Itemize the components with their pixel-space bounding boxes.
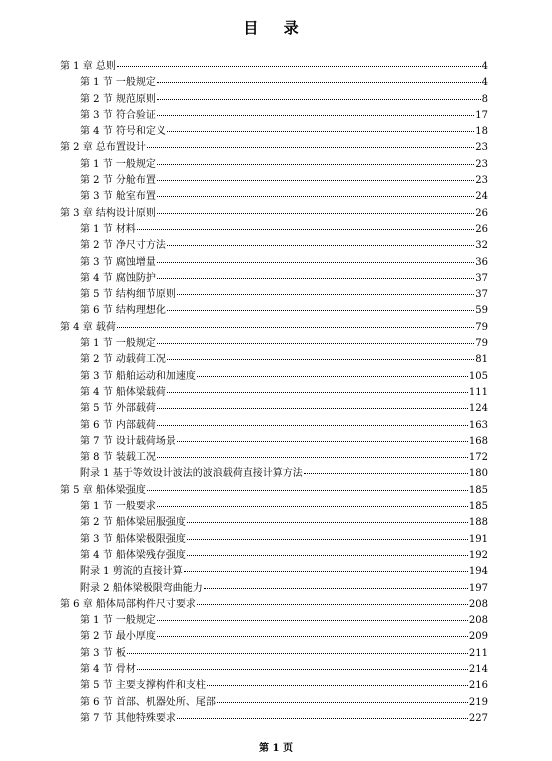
toc-dot-leader <box>304 473 468 474</box>
toc-dot-leader <box>157 506 468 507</box>
toc-section-entry[interactable] <box>60 157 488 173</box>
toc-entry-label: 附录 2 船体梁极限弯曲能力 <box>80 582 203 594</box>
toc-entry-page: 8 <box>481 93 488 105</box>
toc-entry-label: 第 1 章 总则 <box>60 61 116 72</box>
toc-section-entry[interactable] <box>60 581 488 597</box>
toc-entry-page: 197 <box>468 582 488 594</box>
toc-dot-leader <box>187 555 468 556</box>
toc-dot-leader <box>157 408 468 409</box>
toc-entry-label: 第 4 节 腐蚀防护 <box>80 272 156 284</box>
toc-entry-label: 第 3 节 腐蚀增量 <box>80 256 156 268</box>
toc-entry-page: 191 <box>468 533 488 545</box>
toc-dot-leader <box>117 327 474 328</box>
toc-section-entry[interactable] <box>60 385 488 401</box>
toc-entry-page: 209 <box>468 631 488 643</box>
toc-chapter-entry[interactable] <box>60 483 488 499</box>
toc-dot-leader <box>167 131 474 132</box>
toc-section-entry[interactable] <box>60 515 488 531</box>
toc-entry-page: 219 <box>468 696 488 708</box>
toc-section-entry[interactable] <box>60 662 488 678</box>
toc-entry-page: 211 <box>468 647 488 659</box>
toc-section-entry[interactable] <box>60 352 488 368</box>
toc-chapter-entry[interactable] <box>60 140 488 156</box>
toc-entry-page: 185 <box>468 484 488 496</box>
toc-entry-page: 208 <box>468 598 488 610</box>
toc-entry-page: 163 <box>468 419 488 431</box>
toc-entry-page: 79 <box>475 338 488 350</box>
toc-dot-leader <box>157 196 474 197</box>
toc-entry-label: 第 7 节 其他特殊要求 <box>80 712 176 724</box>
toc-entry-label: 第 1 节 一般规定 <box>80 158 156 170</box>
toc-section-entry[interactable] <box>60 124 488 140</box>
toc-dot-leader <box>157 99 481 100</box>
toc-dot-leader <box>157 213 474 214</box>
toc-section-entry[interactable] <box>60 418 488 434</box>
toc-dot-leader <box>127 653 468 654</box>
toc-section-entry[interactable] <box>60 173 488 189</box>
toc-entry-page: 79 <box>475 321 488 333</box>
toc-section-entry[interactable] <box>60 434 488 450</box>
toc-entry-label: 第 3 节 符合验证 <box>80 109 156 121</box>
toc-entry-label: 附录 1 基于等效设计波法的波浪载荷直接计算方法 <box>80 468 303 480</box>
toc-entry-label: 第 3 节 船体梁极限强度 <box>80 533 186 545</box>
toc-section-entry[interactable] <box>60 629 488 645</box>
toc-entry-label: 第 4 节 骨材 <box>80 663 136 675</box>
toc-entry-label: 第 3 章 结构设计原则 <box>60 207 156 219</box>
toc-entry-page: 23 <box>475 175 488 187</box>
toc-entry-page: 124 <box>468 403 488 415</box>
toc-dot-leader <box>137 669 468 670</box>
toc-entry-page: 111 <box>468 386 488 398</box>
toc-entry-label: 第 1 节 一般规定 <box>80 77 156 89</box>
toc-entry-label: 附录 1 剪流的直接计算 <box>80 566 183 578</box>
toc-dot-leader <box>157 636 468 637</box>
toc-dot-leader <box>207 685 468 686</box>
toc-entry-label: 第 8 节 装载工况 <box>80 452 156 464</box>
toc-dot-leader <box>197 604 468 605</box>
toc-section-entry[interactable] <box>60 401 488 417</box>
toc-entry-page: 23 <box>475 158 488 170</box>
toc-dot-leader <box>167 245 474 246</box>
toc-entry-page: 37 <box>475 289 488 301</box>
toc-section-entry[interactable] <box>60 450 488 466</box>
table-of-contents <box>60 59 488 727</box>
toc-entry-page: 36 <box>475 256 488 268</box>
page-footer: 第 1 页 <box>259 743 293 754</box>
toc-entry-page: 227 <box>468 712 488 724</box>
toc-section-entry[interactable] <box>60 466 488 482</box>
toc-section-entry[interactable] <box>60 336 488 352</box>
toc-entry-page: 23 <box>475 142 488 154</box>
toc-entry-label: 第 2 节 最小厚度 <box>80 631 156 643</box>
toc-entry-label: 第 2 节 船体梁屈服强度 <box>80 517 186 529</box>
toc-dot-leader <box>177 294 474 295</box>
toc-section-entry[interactable] <box>60 92 488 108</box>
toc-dot-leader <box>197 376 468 377</box>
toc-section-entry[interactable] <box>60 695 488 711</box>
toc-entry-page: 172 <box>468 452 488 464</box>
toc-dot-leader <box>157 82 481 83</box>
toc-dot-leader <box>157 180 474 181</box>
toc-dot-leader <box>157 115 474 116</box>
toc-entry-page: 26 <box>475 223 488 235</box>
toc-entry-label: 第 2 节 动载荷工况 <box>80 354 166 366</box>
toc-section-entry[interactable] <box>60 678 488 694</box>
toc-entry-label: 第 5 节 主要支撑构件和支柱 <box>80 680 206 692</box>
toc-entry-label: 第 6 节 首部、机器处所、尾部 <box>80 696 216 708</box>
toc-entry-page: 194 <box>468 566 488 578</box>
toc-entry-label: 第 2 节 分舱布置 <box>80 175 156 187</box>
toc-dot-leader <box>177 718 468 719</box>
toc-dot-leader <box>157 457 468 458</box>
toc-entry-page: 32 <box>475 240 488 252</box>
toc-section-entry[interactable] <box>60 75 488 91</box>
toc-entry-page: 26 <box>475 207 488 219</box>
toc-entry-page: 168 <box>468 435 488 447</box>
toc-entry-label: 第 5 节 结构细节原则 <box>80 289 176 301</box>
toc-entry-page: 4 <box>481 77 488 89</box>
toc-entry-page: 18 <box>475 126 488 138</box>
toc-entry-label: 第 6 节 内部载荷 <box>80 419 156 431</box>
toc-entry-page: 24 <box>475 191 488 203</box>
toc-entry-label: 第 1 节 一般要求 <box>80 501 156 513</box>
toc-dot-leader <box>137 229 474 230</box>
toc-dot-leader <box>217 702 468 703</box>
toc-section-entry[interactable] <box>60 222 488 238</box>
toc-dot-leader <box>147 490 468 491</box>
toc-dot-leader <box>204 588 468 589</box>
toc-entry-label: 第 4 节 船体梁残存强度 <box>80 549 186 561</box>
toc-entry-label: 第 2 章 总布置设计 <box>60 142 146 154</box>
toc-entry-label: 第 2 节 规范原则 <box>80 93 156 105</box>
toc-dot-leader <box>157 164 474 165</box>
toc-entry-page: 37 <box>475 272 488 284</box>
toc-entry-label: 第 1 节 一般规定 <box>80 338 156 350</box>
toc-entry-page: 208 <box>468 615 488 627</box>
toc-dot-leader <box>147 147 474 148</box>
toc-section-entry[interactable] <box>60 271 488 287</box>
toc-dot-leader <box>167 359 474 360</box>
toc-entry-page: 105 <box>468 370 488 382</box>
toc-entry-page: 214 <box>468 663 488 675</box>
toc-entry-label: 第 5 节 外部载荷 <box>80 403 156 415</box>
toc-dot-leader <box>177 441 468 442</box>
toc-dot-leader <box>184 571 468 572</box>
toc-entry-page: 4 <box>481 61 488 72</box>
toc-entry-label: 第 4 节 符号和定义 <box>80 126 166 138</box>
toc-entry-label: 第 3 节 板 <box>80 647 126 659</box>
toc-section-entry[interactable] <box>60 369 488 385</box>
toc-entry-label: 第 2 节 净尺寸方法 <box>80 240 166 252</box>
toc-chapter-entry[interactable] <box>60 59 488 75</box>
toc-entry-page: 185 <box>468 501 488 513</box>
toc-entry-label: 第 4 章 载荷 <box>60 321 116 333</box>
toc-dot-leader <box>157 278 474 279</box>
toc-entry-label: 第 3 节 舱室布置 <box>80 191 156 203</box>
toc-dot-leader <box>167 310 474 311</box>
toc-title: 目 录 <box>243 19 309 37</box>
toc-entry-label: 第 7 节 设计载荷场景 <box>80 435 176 447</box>
toc-dot-leader <box>157 620 468 621</box>
toc-section-entry[interactable] <box>60 499 488 515</box>
toc-section-entry[interactable] <box>60 189 488 205</box>
toc-chapter-entry[interactable] <box>60 320 488 336</box>
toc-dot-leader <box>157 343 474 344</box>
toc-chapter-entry[interactable] <box>60 597 488 613</box>
toc-section-entry[interactable] <box>60 646 488 662</box>
toc-entry-page: 81 <box>475 354 488 366</box>
toc-section-entry[interactable] <box>60 711 488 727</box>
toc-entry-page: 188 <box>468 517 488 529</box>
toc-entry-page: 17 <box>475 109 488 121</box>
toc-dot-leader <box>187 539 468 540</box>
toc-dot-leader <box>117 66 481 67</box>
toc-section-entry[interactable] <box>60 548 488 564</box>
toc-entry-label: 第 6 章 船体局部构件尺寸要求 <box>60 598 196 610</box>
toc-section-entry[interactable] <box>60 255 488 271</box>
toc-section-entry[interactable] <box>60 613 488 629</box>
toc-entry-label: 第 1 节 一般规定 <box>80 615 156 627</box>
toc-entry-page: 59 <box>475 305 488 317</box>
toc-entry-label: 第 4 节 船体梁载荷 <box>80 386 166 398</box>
toc-entry-label: 第 5 章 船体梁强度 <box>60 484 146 496</box>
toc-entry-page: 180 <box>468 468 488 480</box>
toc-section-entry[interactable] <box>60 303 488 319</box>
toc-chapter-entry[interactable] <box>60 206 488 222</box>
toc-section-entry[interactable] <box>60 108 488 124</box>
toc-dot-leader <box>187 522 468 523</box>
toc-dot-leader <box>157 262 474 263</box>
toc-dot-leader <box>157 425 468 426</box>
toc-section-entry[interactable] <box>60 238 488 254</box>
toc-entry-page: 192 <box>468 549 488 561</box>
toc-entry-label: 第 6 节 结构理想化 <box>80 305 166 317</box>
toc-section-entry[interactable] <box>60 532 488 548</box>
toc-section-entry[interactable] <box>60 287 488 303</box>
toc-entry-page: 216 <box>468 680 488 692</box>
toc-entry-label: 第 3 节 船舶运动和加速度 <box>80 370 196 382</box>
toc-dot-leader <box>167 392 468 393</box>
toc-entry-label: 第 1 节 材料 <box>80 223 136 235</box>
toc-section-entry[interactable] <box>60 564 488 580</box>
